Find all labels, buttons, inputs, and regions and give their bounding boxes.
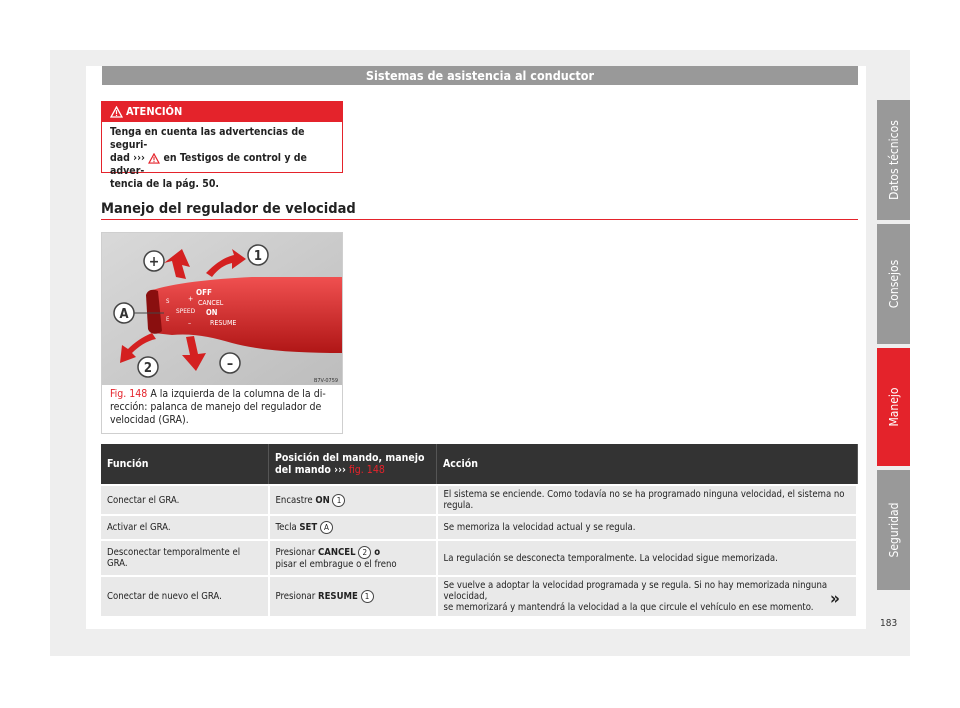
callout-a-label: A	[119, 307, 129, 322]
header-position-ref: fig. 148	[345, 464, 385, 476]
section-title: Manejo del regulador de velocidad	[101, 201, 356, 217]
lever-illustration	[102, 233, 342, 385]
warning-box	[101, 101, 343, 190]
lever-e-text: E	[166, 316, 170, 323]
callout-plus-label: +	[148, 254, 160, 270]
row-position	[269, 485, 437, 515]
header-position-text: Posición del mando, manejo del mando ›››	[275, 452, 425, 476]
row-action-line-2: se memorizará y mantendrá la velocidad a la que circule el vehículo en ese momento.	[443, 602, 814, 613]
table-row	[101, 485, 857, 515]
tab-seguridad[interactable]	[877, 470, 910, 590]
row-function: Desconectar temporalmente el GRA.	[101, 540, 269, 576]
callout-2-label: 2	[143, 361, 153, 376]
page-number: 183	[880, 618, 898, 629]
header-function: Función	[101, 444, 269, 485]
table-header-row	[101, 444, 857, 485]
row-function: Conectar el GRA.	[101, 485, 269, 515]
warning-title: ATENCIÓN	[126, 105, 183, 118]
row-action: El sistema se enciende. Como todavía no se ha programado ninguna velocidad, el sistema no regula.	[437, 485, 858, 515]
figure-caption	[110, 388, 338, 427]
callout-plus	[144, 251, 164, 271]
continue-marker: »	[830, 589, 840, 609]
row-position-key: CANCEL	[318, 547, 356, 558]
row-position-post: o	[371, 547, 381, 558]
tab-label: Datos técnicos	[886, 120, 901, 200]
callout-1-label: 1	[253, 249, 263, 264]
lever-cancel-text: CANCEL	[198, 299, 224, 307]
table-row	[101, 576, 857, 616]
row-position-pre: Tecla	[275, 522, 300, 533]
row-function: Activar el GRA.	[101, 515, 269, 540]
figure-number: Fig. 148	[110, 388, 148, 400]
chapter-header: Sistemas de asistencia al conductor	[102, 66, 858, 85]
callout-minus-label: –	[226, 356, 234, 372]
lever-on-text: ON	[206, 308, 218, 317]
warning-triangle-icon	[110, 106, 123, 118]
warning-line-1: Tenga en cuenta las advertencias de seguri-	[110, 126, 305, 151]
figure-148	[101, 232, 343, 434]
row-position-key: ON	[315, 494, 330, 506]
table-row	[101, 540, 857, 576]
callout-1	[248, 245, 268, 265]
row-position-pre: Presionar	[275, 591, 318, 602]
figure-code: B7V-0759	[314, 378, 338, 384]
callout-2	[138, 357, 158, 377]
row-position-num: 2	[358, 546, 371, 559]
row-action-line-1: Se vuelve a adoptar la velocidad programada y se regula. Si no hay memorizada ninguna velocidad,	[443, 580, 828, 602]
warning-line-2	[110, 152, 334, 178]
tab-consejos[interactable]	[877, 224, 910, 344]
tab-label: Consejos	[886, 259, 901, 309]
row-action	[437, 576, 858, 616]
warning-header	[102, 102, 342, 122]
row-position-key: SET	[299, 522, 318, 533]
row-position-num: A	[320, 521, 333, 534]
row-position-line2: pisar el embrague o el freno	[275, 559, 397, 570]
lever-speed-text: SPEED	[176, 307, 196, 315]
lever-off-text: OFF	[196, 288, 212, 297]
warning-text	[102, 122, 342, 195]
table-row	[101, 515, 857, 540]
warning-line-2b: en Testigos de control y de adver-	[110, 152, 307, 177]
tab-manejo[interactable]	[877, 348, 910, 466]
tab-label: Seguridad	[886, 502, 901, 558]
row-position	[269, 576, 437, 616]
warning-line-3: tencia de la pág. 50.	[110, 178, 220, 190]
callout-minus	[220, 353, 240, 373]
section-divider	[101, 219, 858, 220]
row-position-num: 1	[332, 494, 345, 507]
row-position-key: RESUME	[318, 591, 358, 602]
row-function: Conectar de nuevo el GRA.	[101, 576, 269, 616]
row-action: Se memoriza la velocidad actual y se regula.	[437, 515, 858, 540]
callout-a	[114, 303, 134, 323]
row-position-pre: Encastre	[275, 494, 316, 506]
row-position-num: 1	[361, 590, 374, 603]
lever-resume-text: RESUME	[210, 319, 237, 327]
row-position-pre: Presionar	[275, 547, 318, 558]
row-action: La regulación se desconecta temporalmente. La velocidad sigue memorizada.	[437, 540, 858, 576]
row-position	[269, 540, 437, 576]
warning-inline-icon	[148, 153, 160, 164]
header-action: Acción	[437, 444, 858, 485]
function-table	[101, 444, 858, 616]
tab-datos-tecnicos[interactable]	[877, 100, 910, 220]
lever-s-text: S	[166, 298, 170, 305]
row-position	[269, 515, 437, 540]
figure-caption-text: A la izquierda de la columna de la di- rección: palanca de manejo del regulador de velocidad (GRA).	[110, 388, 326, 426]
lever-minus-text: –	[188, 319, 192, 327]
lever-plus-text: +	[188, 295, 194, 303]
header-position	[269, 444, 437, 485]
warning-line-2a: dad ›››	[110, 152, 145, 164]
tab-label: Manejo	[886, 387, 901, 427]
